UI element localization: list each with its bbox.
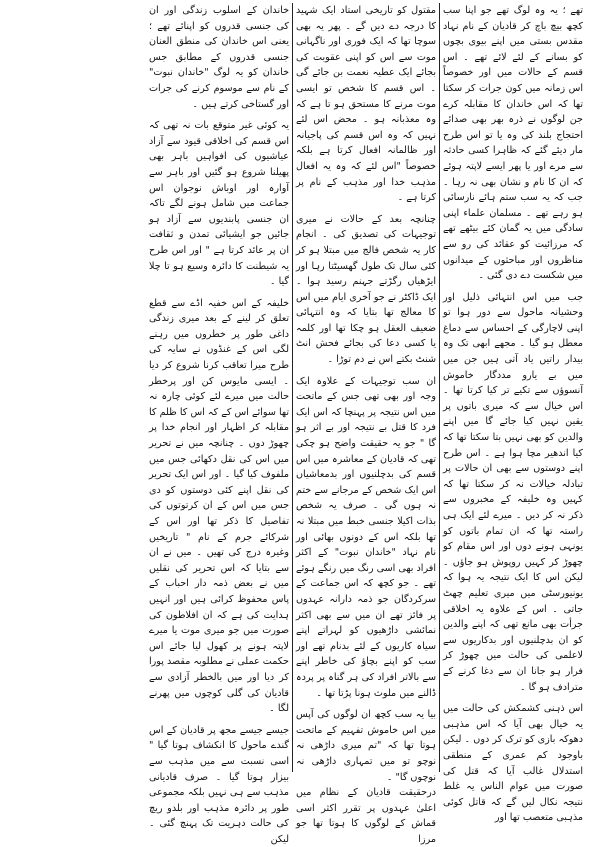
- column-middle-paragraph: درحقیقت قادیان کے نظام میں اعلیٰ عہدوں پر تقرر اکثر اسی قماش کے لوگوں کا ہوتا تھا جو مرزا: [296, 787, 436, 845]
- column-right: [440, 3, 586, 824]
- column-middle-paragraph: چنانچہ بعد کے حالات نے میری توجیہات کی تصدیق کی ۔ انجام کار یہ شخص فالج میں مبتلا ہو کر کئی سال تک طول گھسیٹتا رہا اور ایڑھیاں رگڑتے جہنم رسید ہوا ۔ ایک ڈاکٹر نے جو آخری ایام میں اس کا معالج تھا بتایا کہ وہ انتہائی ضعیف العقل ہو چکا تھا اور کلمہ یا کسی دعا کی بجائے فحش انٹ شنٹ بکتے اس نے دم توڑا ۔: [296, 213, 436, 366]
- column-right-paragraph: اس ذہنی کشمکش کی حالت میں یہ خیال بھی آیا کہ اس مذہبی دھوکہ بازی کو ترک کر دوں ۔ لیکن باوجود کم عمری کے منطقی استدلال غالب آیا کہ قتل کی صورت میں عوام الناس یہ غلط نتیجہ نکال لیں گے کہ قاتل کوئی مذہبی متعصب تھا اور: [443, 703, 583, 824]
- column-left-paragraph: خلیفہ کے اس خفیہ اڈے سے قطع تعلق کر لینے کے بعد میری زندگی داغی طور پر خطروں میں رہنے لگی اس کے غنڈوں نے سایہ کی طرح میرا تعاقب کرنا شروع کر دیا ۔ ایسی مایوس کن اور پرخطر حالت میں میرے لئے کوئی چارہ نہ تھا سوائے اس کے کہ اس کا ظلم کا مقابلہ کر اظہار اور انجام خدا پر چھوڑ دوں ۔ چنانچہ میں نے تحریر میں اس کی نقل دکھائی جس میں ملفوف کیا گیا ۔ اور اس ایک تحریر کی نقل اپنے کئی دوستوں کو دی جس میں اس کے ان کرتوتوں کی تفاصیل کا ذکر تھا اور اس کے شرکائے جرم کے نام " تاریخیں وغیرہ درج کی تھیں ۔ میں نے ان سے بتایا کہ اس تحریر کی نقلیں میں نے بعض ذمہ دار احباب کے پاس محفوظ کرائی ہیں اور انہیں ہدایت کی ہے کہ ان افلاطون کی صورت میں جو میری موت یا میرے لاپتہ ہونے پر کھول لیا جائے اس حکمت عملی نے مطلوبہ مقصد پورا کر دیا اور میں بالخطر آزادی سے قادیان کی گلی کوچوں میں پھرنے لگا ۔: [149, 297, 289, 715]
- column-middle-paragraph: ان سب توجیہات کے علاوہ ایک وجہ اور بھی تھی جس کے ماتحت میں اس نتیجہ پر پہنچا کہ اس ایک فرد کا قتل بے نتیجہ اور بے اثر ہو گا " جو یہ حقیقت واضح ہو چکی تھی کہ قادیان کے معاشرہ میں اس قسم کی بدچلنیوں اور بدمعاشیاں اس ایک شخص کے مرجانے سے ختم نہ ہوں گی ۔ صرف یہ شخص بذات اکیلا جنسی خبط میں مبتلا نہ تھا بلکہ اس کے دونوں بھائی اور نام نہاد "خاندان نبوت" کے اکثر افراد بھی اسی رنگ میں رنگے ہوئے تھے ۔ جو کچھ کہ اس جماعت کے سرکردگان جو ذمہ دارانہ عہدوں پر فائز تھے ان میں سے بھی اکثر نمائشی داڑھیوں کو لہراتے اپنے سیاہ کاریوں کے لئے بدنام تھے اور سب کو اپنے بچاؤ کی خاطر اپنے سے بالاتر افراد کی ہر گناہ پر پردہ ڈالنے میں ملوث ہونا پڑتا تھا ۔: [296, 375, 436, 699]
- column-left-paragraph: خاندان کے اسلوب زندگی اور ان کی جنسی قدروں کو اپنائے تھے ؛ یعنی اس خاندان کی منطق العنان جنسی قدروں کے مطابق جس خاندان کو یہ لوگ "خاندان نبوت" کے نام سے موسوم کرنے کی جرات اور گستاخی کرتے ہیں ۔: [149, 5, 289, 110]
- column-middle: [293, 3, 439, 845]
- column-left-paragraph: جیسے جیسے مجھ پر قادیان کے اس گندے ماحول کا انکشاف ہوتا گیا " اسی نسبت سے میں مذہب سے بیزار ہوتا گیا ۔ صرف قادیانی مذہب سے ہی نہیں بلکہ مجموعی طور پر دائرہ مذہب اور بلدو ریچ کی حالت دہریت تک پہنچ گئی ۔ لیکن: [149, 724, 289, 845]
- column-right-paragraph: تھے ؛ یہ وہ لوگ تھے جو اپنا سب کچھ بیچ باچ کر قادیان کے نام نہاد مقدس بستی میں اپنے بیوی بچوں کو بسانے کے لئے لائے تھے ۔ اس قسم کے حالات میں اور خصوصاً اس زمانہ میں کون جرات کر سکتا تھا کہ اس خاندان کا مقابلہ کرے جن لوگوں نے ذرہ بھر بھی صدائے احتجاج بلند کی وہ یا تو اس طرح مار دیئے گئے کہ ظاہرا کسی حادثہ سے مرے اور یا پھر ایسے لاپتہ ہوئے کہ ان کا نام و نشان بھی نہ رہا ۔ جب کہ یہ سب ستم ہائے نارسائی ہو رہے تھے ۔ مسلمان علماء اپنی سادگی میں یہ گمان کئے بیٹھے تھے کہ مرزائیت کو عقائد کی رو سے مناظروں اور مباحثوں کے میدانوں میں شکست دے دی گئی ۔: [443, 5, 583, 282]
- column-right-paragraph: جب میں اس انتہائی ذلیل اور وحشیانہ ماحول سے دور ہوا تو اپنی لاچارگی کے احساس سے دماغ معطل ہو گیا ۔ مجھے ابھی تک وہ بیدار راتیں یاد آتی ہیں جن میں میں بے یارو مددگار خاموش آنسوؤں سے تکیے تر کیا کرتا تھا ۔ اس خیال سے کہ میری باتوں پر یقین نہیں کیا جائے گا میں اپنے والدین کو بھی نہیں بتا سکتا تھا کہ کیا اندھیر مچا ہوا ہے ۔ اس طرح اپنے دوستوں سے بھی ان حالات پر تبادلہ خیالات نہ کر سکتا تھا کہ کہیں وہ خلیفہ کے مخبروں سے ذکر نہ کر دیں ۔ میرے لئے ایک ہی راستہ تھا کہ ان تمام باتوں کو یونہی ہونے دوں اور اس مقام کو چھوڑ کر کہیں روپوش ہو جاؤں ۔ لیکن اس کا ایک نتیجہ یہ ہوا کہ یونیورسٹی میں میری تعلیم چھٹ جاتی ۔ اس کے علاوہ یہ اخلاقی جرأت بھی مانع تھی کہ اپنے والدین کو ان بدچلنیوں اور بدکاریوں سے لاعلمی کی حالت میں چھوڑ کر فرار ہو جانا ان سے دغا کرنے کے مترادف ہو گا ۔: [443, 291, 583, 693]
- column-middle-paragraph: بیا یہ سب کچھ ان لوگوں کی آپس میں اس خاموش تفہیم کے ماتحت ہوتا تھا کہ "تم میری داڑھی نہ نوچو تو میں تمہاری داڑھی نہ نوچوں گا" ۔: [296, 709, 436, 783]
- column-left-paragraph: یہ کوئی غیر متوقع بات نہ تھی کہ اس قسم کی اخلاقی قیود سے آزاد عیاشیوں کی افواہیں باہر بھی پھیلنا شروع ہو گئیں اور باہر سے آوارہ اور اوباش نوجوان اس جماعت میں شامل ہونے لگے تاکہ ان جنسی پابندیوں سے آزاد ہو جائیں جو ایشیائی تمدن و ثقافت ان پر عائد کرتا ہے " اور اس طرح یہ شیطنت کا دائرہ وسیع ہو تا چلا گیا ۔: [149, 120, 289, 288]
- column-left: [146, 3, 292, 845]
- column-middle-paragraph: مقتول کو تاریخی استاد ایک شہید کا درجہ دے دیں گے ۔ پھر یہ بھی سوچا تھا کہ ایک فوری اور ناگہانی موت سے اس کو اپنی عقوبت کی بجائے ایک عطیہ نعمت بن جائے گی ۔ اس قسم کا شخص تو ایسی موت مرنے کا مستحق ہو تا ہے کہ وہ معذبانہ ہو ۔ محض اس لئے نہیں کہ وہ اس قسم کی پاجیانہ اور ظالمانہ افعال کرتا ہے بلکہ خصوصاً "اس لئے کہ وہ یہ افعال مذہب خدا اور مذہب کے نام پر کرتا ہے ۔: [296, 5, 436, 204]
